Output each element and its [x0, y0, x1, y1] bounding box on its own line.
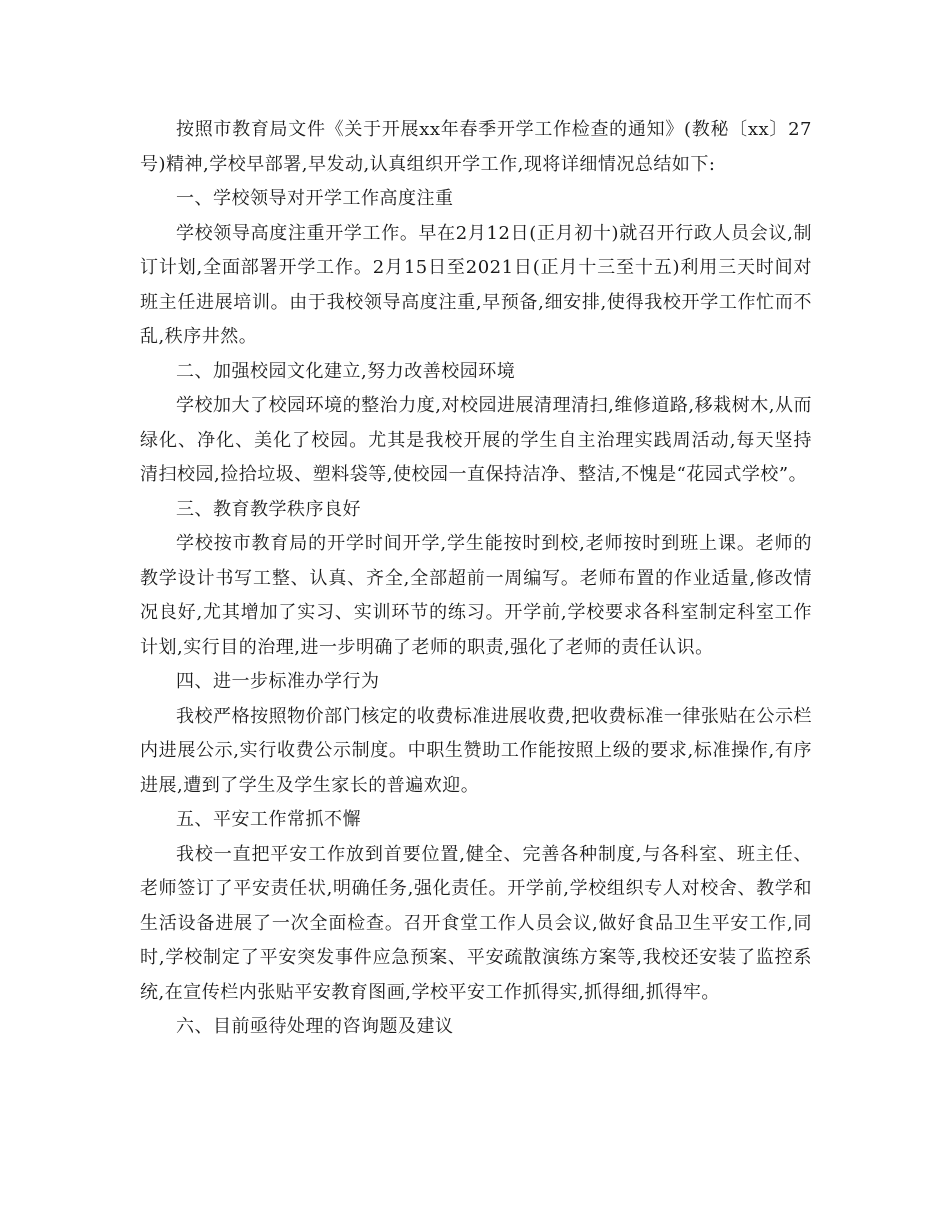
section-heading-2: 二、加强校园文化建立,努力改善校园环境: [176, 360, 516, 382]
section-paragraph-2: 学校加大了校园环境的整治力度,对校园进展清理清扫,维修道路,移栽树木,从而绿化、净化、美化了校园。尤其是我校开展的学生自主治理实践周活动,每天坚持清扫校园,捡拾垃圾、塑料袋等,使校园一直保持洁净、整洁,不愧是“花园式学校”。: [140, 395, 812, 485]
section-heading-1: 一、学校领导对开学工作高度注重: [176, 188, 454, 209]
section-paragraph-1: 学校领导高度注重开学工作。早在2月12日(正月初十)就召开行政人员会议,制订计划,全面部署开学工作。2月15日至2021日(正月十三至十五)利用三天时间对班主任进展培训。由于我校领导高度注重,早预备,细安排,使得我校开学工作忙而不乱,秩序井然。: [140, 222, 812, 347]
section-paragraph-5: 我校一直把平安工作放到首要位置,健全、完善各种制度,与各科室、班主任、老师签订了平安责任状,明确任务,强化责任。开学前,学校组织专人对校舍、教学和生活设备进展了一次全面检查。召开食堂工作人员会议,做好食品卫生平安工作,同时,学校制定了平安突发事件应急预案、平安疏散演练方案等,我校还安装了监控系统,在宣传栏内张贴平安教育图画,学校平安工作抓得实,抓得细,抓得牢。: [140, 843, 812, 1003]
section-heading-3: 三、教育教学秩序良好: [176, 498, 361, 520]
section-heading-4: 四、进一步标准办学行为: [176, 671, 380, 692]
document-body: [140, 113, 812, 1045]
section-paragraph-3: 学校按市教育局的开学时间开学,学生能按时到校,老师按时到班上课。老师的教学设计书写工整、认真、齐全,全部超前一周编写。老师布置的作业适量,修改情况良好,尤其增加了实习、实训环节的练习。开学前,学校要求各科室制定科室工作计划,实行目的治理,进一步明确了老师的职责,强化了老师的责任认识。: [140, 533, 812, 658]
section-paragraph-4: 我校严格按照物价部门核定的收费标准进展收费,把收费标准一律张贴在公示栏内进展公示,实行收费公示制度。中职生赞助工作能按照上级的要求,标准操作,有序进展,遭到了学生及学生家长的普遍欢迎。: [140, 705, 812, 796]
section-heading-5: 五、平安工作常抓不懈: [176, 809, 361, 830]
intro-paragraph: 按照市教育局文件《关于开展xx年春季开学工作检查的通知》(教秘〔xx〕27号)精神,学校早部署,早发动,认真组织开学工作,现将详细情况总结如下:: [140, 119, 812, 175]
section-heading-6: 六、目前亟待处理的咨询题及建议: [176, 1016, 454, 1037]
